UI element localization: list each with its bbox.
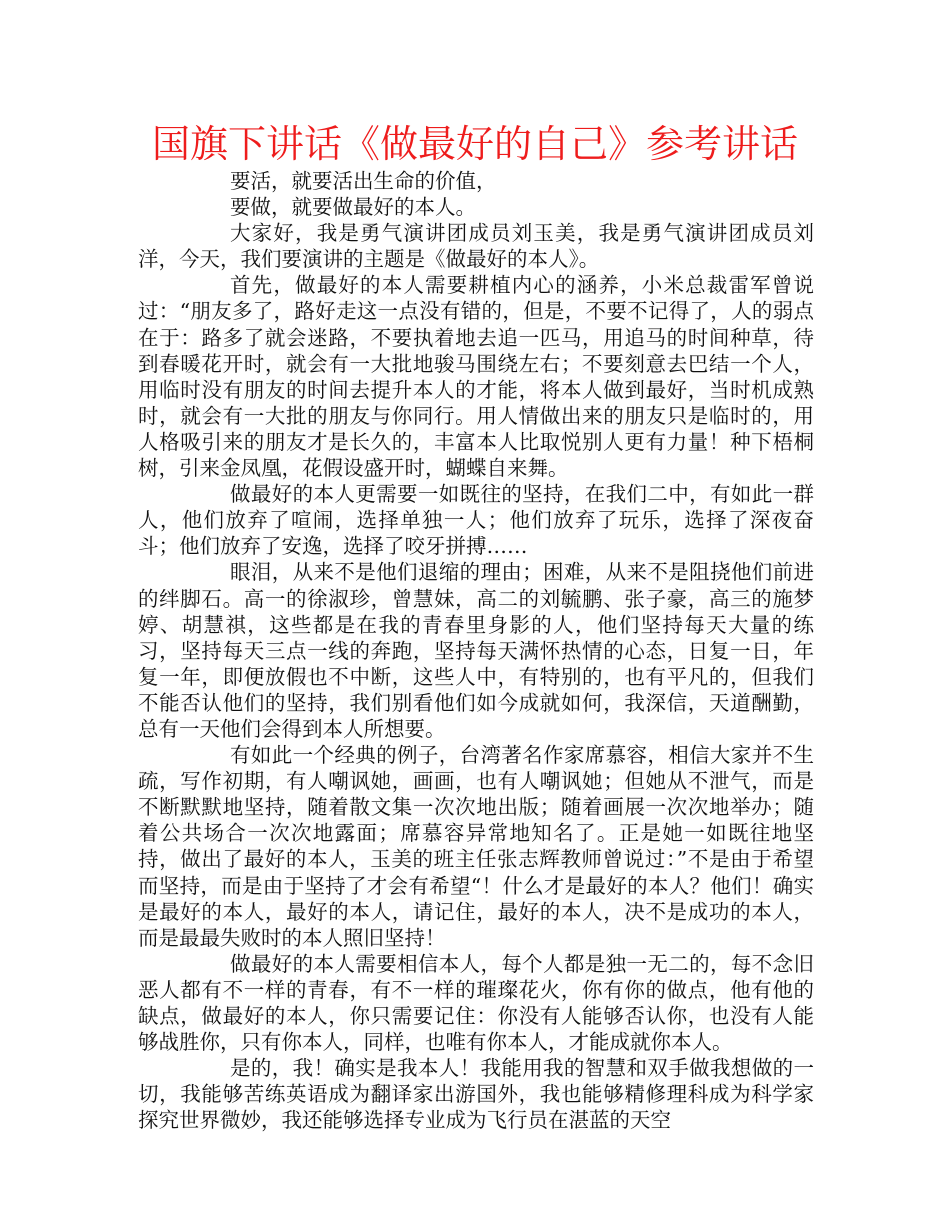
paragraph: 要活，就要活出生命的价值，	[230, 169, 497, 193]
paragraph: 是的，我！确实是我本人！我能用我的智慧和双手做我想做的一切，我能够苦练英语成为翻译家出游国外，我也能够精修理科成为科学家探究世界微妙，我还能够选择专业成为飞行员在湛蓝的天空	[138, 1056, 814, 1133]
paragraph: 大家好，我是勇气演讲团成员刘玉美，我是勇气演讲团成员刘洋，今天，我们要演讲的主题是《做最好的本人》。	[138, 221, 814, 272]
paragraph: 要做，就要做最好的本人。	[230, 195, 476, 220]
document-body	[138, 168, 814, 1133]
paragraph: 眼泪，从来不是他们退缩的理由；困难，从来不是阻挠他们前进的绊脚石。高一的徐淑珍，曾慧妹，高二的刘毓鹏、张子豪，高三的施梦婷、胡慧祺，这些都是在我的青春里身影的人，他们坚持每天大量的练习，坚持每天三点一线的奔跑，坚持每天满怀热情的心态，日复一日，年复一年，即便放假也不中断，这些人中，有特别的，也有平凡的，但我们不能否认他们的坚持，我们别看他们如今成就如何，我深信，天道酬勤，总有一天他们会得到本人所想要。	[138, 560, 814, 741]
paragraph: 有如此一个经典的例子，台湾著名作家席慕容，相信大家并不生疏，写作初期，有人嘲讽她，画画，也有人嘲讽她；但她从不泄气，而是不断默默地坚持，随着散文集一次次地出版；随着画展一次次地举办；随着公共场合一次次地露面；席慕容异常地知名了。正是她一如既往地坚持，做出了最好的本人，玉美的班主任张志辉教师曾说过：”不是由于希望而坚持，而是由于坚持了才会有希望“！什么才是最好的本人？他们！确实是最好的本人，最好的本人，请记住，最好的本人，决不是成功的本人，而是最最失败时的本人照旧坚持！	[138, 743, 814, 950]
paragraph: 首先，做最好的本人需要耕植内心的涵养，小米总裁雷军曾说过：“朋友多了，路好走这一点没有错的，但是，不要不记得了，人的弱点在于：路多了就会迷路，不要执着地去追一匹马，用追马的时间种草，待到春暖花开时，就会有一大批地骏马围绕左右；不要刻意去巴结一个人，用临时没有朋友的时间去提升本人的才能，将本人做到最好，当时机成熟时，就会有一大批的朋友与你同行。用人情做出来的朋友只是临时的，用人格吸引来的朋友才是长久的，丰富本人比取悦别人更有力量！种下梧桐树，引来金凤凰，花假设盛开时，蝴蝶自来舞。	[138, 273, 814, 481]
document-title: 国旗下讲话《做最好的自己》参考讲话	[151, 122, 798, 166]
paragraph: 做最好的本人需要相信本人，每个人都是独一无二的，每不念旧恶人都有不一样的青春，有不一样的璀璨花火，你有你的做点，他有他的缺点，做最好的本人，你只需要记住：你没有人能够否认你，也没有人能够战胜你，只有你本人，同样，也唯有你本人，才能成就你本人。	[138, 951, 814, 1055]
paragraph: 做最好的本人更需要一如既往的坚持，在我们二中，有如此一群人，他们放弃了喧闹，选择单独一人；他们放弃了玩乐，选择了深夜奋斗；他们放弃了安逸，选择了咬牙拼搏……	[138, 482, 814, 559]
